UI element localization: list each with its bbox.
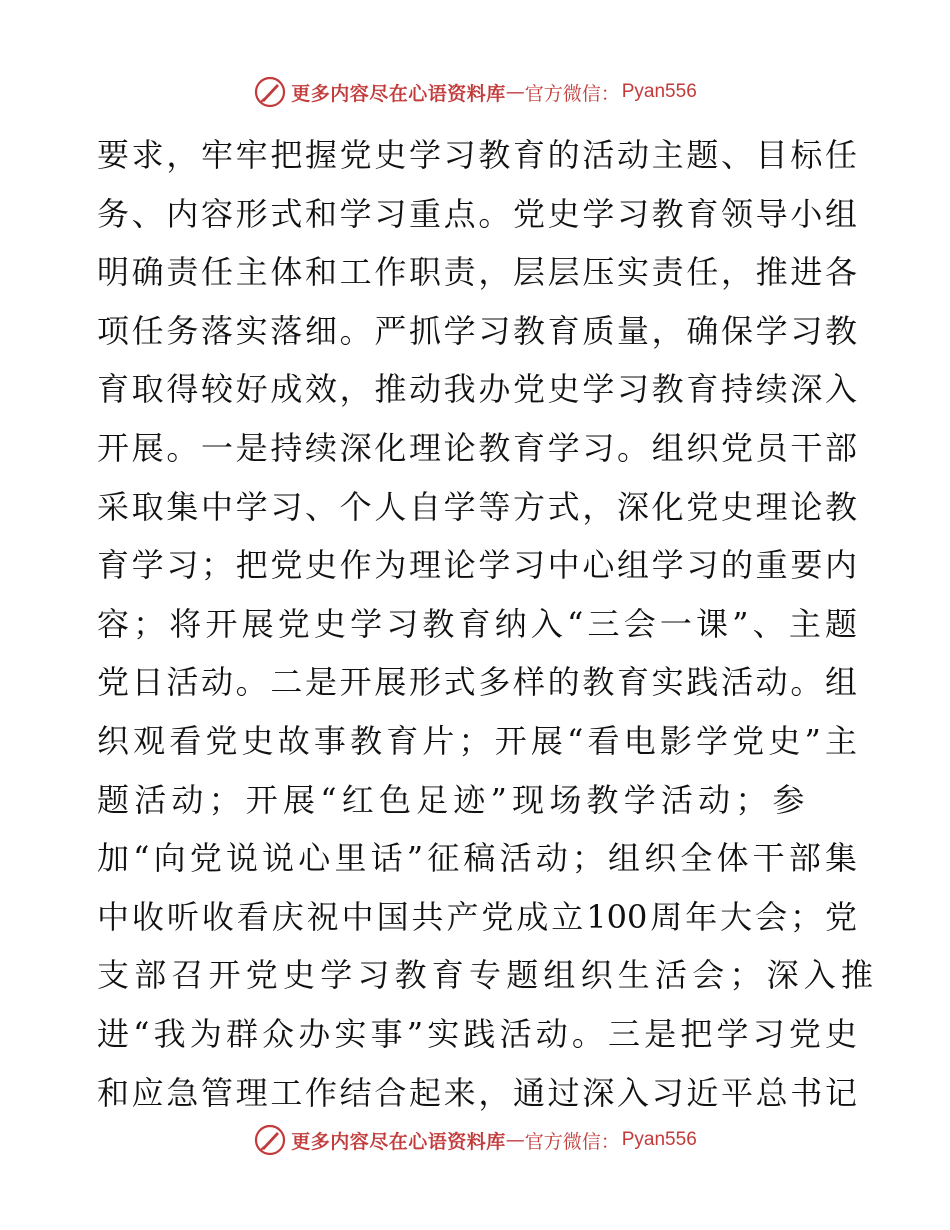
footer-watermark (0, 1120, 950, 1160)
body-line: 支部召开党史学习教育专题组织生活会；深入推 (97, 956, 879, 995)
body-line: 织观看党史故事教育片；开展“看电影学党史”主 (97, 721, 857, 760)
watermark-account: Pyan556 (621, 81, 697, 102)
header-watermark (0, 72, 950, 112)
watermark-label: 官方微信： (524, 82, 620, 105)
body-line: 项任务落实落细。严抓学习教育质量，确保学习教 (97, 311, 857, 350)
watermark-brand: 更多内容尽在心语资料库 (291, 82, 506, 105)
body-line: 中收听收看庆祝中国共产党成立100周年大会；党 (97, 897, 857, 936)
body-line: 题活动；开展“红色足迹”现场教学活动；参 (97, 780, 810, 819)
document-body (97, 126, 879, 1122)
body-line: 明确责任主体和工作职责，层层压实责任，推进各 (97, 253, 857, 292)
watermark-label: 官方微信： (524, 1130, 620, 1153)
quill-pen-logo-icon (253, 75, 287, 109)
body-line: 进“我为群众办实事”实践活动。三是把学习党史 (97, 1014, 857, 1053)
quill-pen-logo-icon (253, 1123, 287, 1157)
body-line: 加“向党说说心里话”征稿活动；组织全体干部集 (97, 839, 857, 878)
watermark-brand: 更多内容尽在心语资料库 (291, 1130, 506, 1153)
body-line: 和应急管理工作结合起来，通过深入习近平总书记 (97, 1073, 857, 1112)
body-line: 采取集中学习、个人自学等方式，深化党史理论教 (97, 487, 857, 526)
watermark-separator: — (505, 81, 525, 103)
body-line: 容；将开展党史学习教育纳入“三会一课”、主题 (97, 604, 857, 643)
body-line: 要求，牢牢把握党史学习教育的活动主题、目标任 (97, 136, 857, 174)
body-line: 开展。一是持续深化理论教育学习。组织党员干部 (97, 428, 857, 467)
body-line: 育学习；把党史作为理论学习中心组学习的重要内 (97, 546, 857, 585)
watermark-account: Pyan556 (621, 1129, 697, 1150)
watermark-separator: — (505, 1129, 525, 1151)
body-line: 务、内容形式和学习重点。党史学习教育领导小组 (97, 194, 857, 233)
body-line: 党日活动。二是开展形式多样的教育实践活动。组 (97, 663, 857, 702)
body-line: 育取得较好成效，推动我办党史学习教育持续深入 (97, 370, 857, 409)
